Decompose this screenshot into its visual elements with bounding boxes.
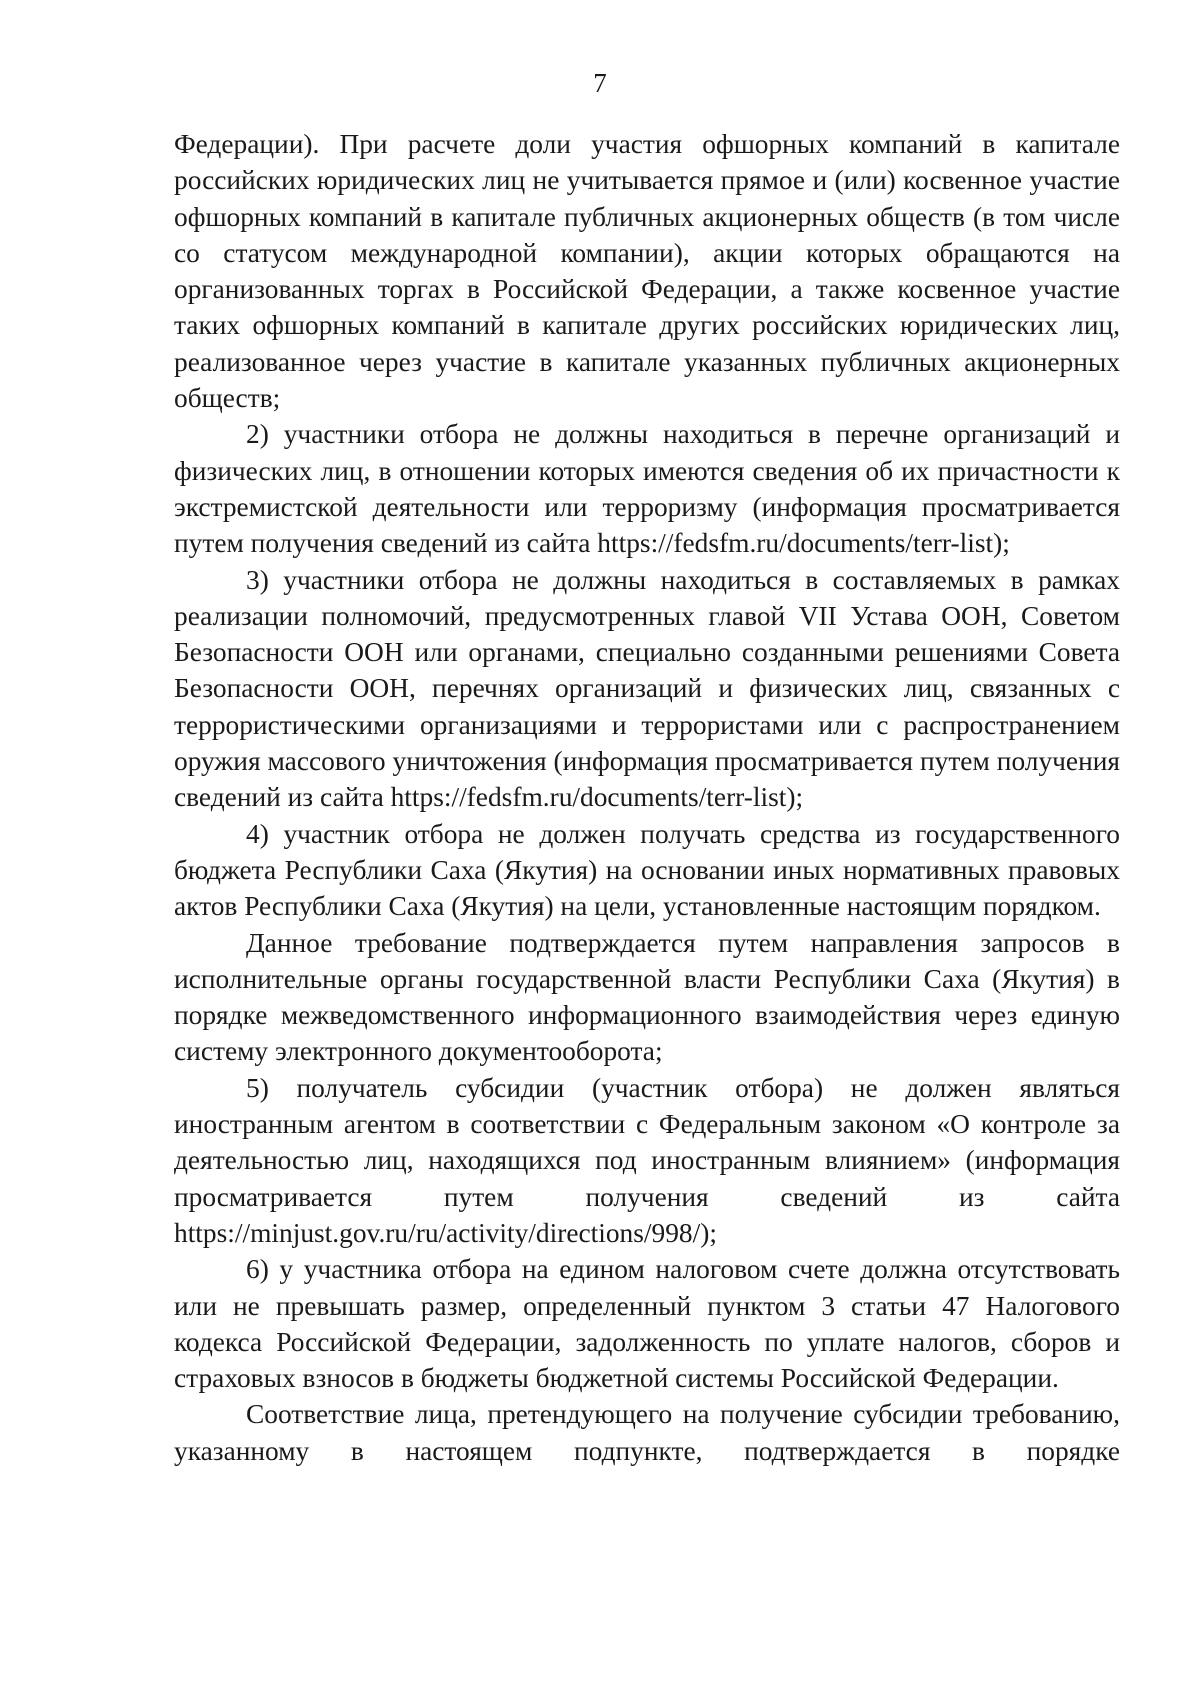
page-number: 7 xyxy=(593,68,607,98)
paragraph-item-3-un-sanctions-list: 3) участники отбора не должны находиться в составляемых в рамках реализации полномочий, предусмотренных главой VII Устава ООН, Советом Безопасности ООН или органами, специально созданными решениями Совета Безопасности ООН, перечнях организаций и физических лиц, связанных с террористическими организациями и террористами или с распространением оружия массового уничтожения (информация просматривается путем получения сведений из сайта https://fedsfm.ru/documents/terr-list); xyxy=(174,564,1120,813)
paragraph-offshore-participation: Федерации). При расчете доли участия офшорных компаний в капитале российских юридических лиц не учитывается прямое и (или) косвенное участие офшорных компаний в капитале публичных акционерных обществ (в том числе со статусом международной компании), акции которых обращаются на организованных торгах в Российской Федерации, а также косвенное участие таких офшорных компаний в капитале других российских юридических лиц, реализованное через участие в капитале указанных публичных акционерных обществ; xyxy=(174,129,1120,414)
paragraph-item-2-extremism-list: 2) участники отбора не должны находиться в перечне организаций и физических лиц, в отношении которых имеются сведения об их причастности к экстремистской деятельности или терроризму (информация просматривается путем получения сведений из сайта https://fedsfm.ru/documents/terr-list); xyxy=(174,419,1120,559)
paragraph-requirement-confirmation: Данное требование подтверждается путем направления запросов в исполнительные органы государственной власти Республики Саха (Якутия) в порядке межведомственного информационного взаимодействия через единую систему электронного документооборота; xyxy=(174,927,1120,1067)
paragraph-item-5-foreign-agent: 5) получатель субсидии (участник отбора) не должен являться иностранным агентом в соответствии с Федеральным законом «О контроле за деятельностью лиц, находящихся под иностранным влиянием» (информация просматривается путем получения сведений из сайта https://minjust.gov.ru/ru/activity/directions/998/); xyxy=(174,1072,1120,1248)
paragraph-compliance-confirmation: Соответствие лица, претендующего на получение субсидии требованию, указанному в настоящем подпункте, подтверждается в порядке xyxy=(174,1399,1120,1466)
document-body xyxy=(174,126,1120,1469)
paragraph-item-4-budget-funds: 4) участник отбора не должен получать средства из государственного бюджета Республики Саха (Якутия) на основании иных нормативных правовых актов Республики Саха (Якутия) на цели, установленные настоящим порядком. xyxy=(174,818,1120,922)
paragraph-item-6-tax-debt: 6) у участника отбора на едином налоговом счете должна отсутствовать или не превышать размер, определенный пунктом 3 статьи 47 Налогового кодекса Российской Федерации, задолженность по уплате налогов, сборов и страховых взносов в бюджеты бюджетной системы Российской Федерации. xyxy=(174,1254,1120,1394)
